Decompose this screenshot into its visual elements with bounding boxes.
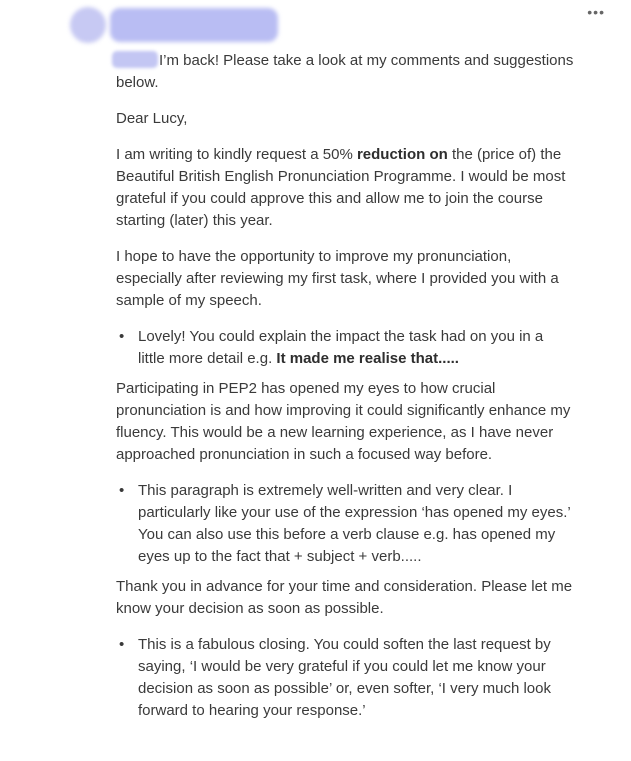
paragraph-thanks: Thank you in advance for your time and consideration. Please let me know your decision as soon as possible. — [116, 578, 573, 617]
paragraph-participating: Participating in PEP2 has opened my eyes to how crucial pronunciation is and how improving it could significantly enhance my fluency. This would be a new learning experience, as I have never approached pronunciation in such a focused way before. — [116, 380, 571, 463]
paragraph-request-text-b: the (price of) the Beautiful British English Pronunciation Programme. I would be most grateful if you could approve this and allow me to join the course starting (later) this year. — [116, 146, 566, 229]
comment-bold: It made me realise that..... — [276, 350, 459, 367]
paragraph-opportunity: I hope to have the opportunity to improve my pronunciation, especially after reviewing my first task, where I provided you with a sample of my speech. — [116, 248, 559, 309]
message-header — [64, 2, 324, 44]
comment-list-3 — [116, 634, 574, 722]
intro-text: I’m back! Please take a look at my comments and suggestions below. — [116, 52, 574, 91]
sender-name-redacted[interactable] — [110, 8, 278, 42]
comment-text: Lovely! You could explain the impact the task had on you in a little more detail e.g. — [138, 328, 544, 367]
comment-item — [116, 326, 574, 370]
more-options-icon[interactable]: ••• — [587, 4, 605, 20]
avatar[interactable] — [70, 7, 106, 43]
mention-redacted[interactable] — [112, 51, 158, 68]
comment-item: • This paragraph is extremely well-written and very clear. I particularly like your use of the expression ‘has opened my eyes.’ You can also use this before a verb clause e.g. has opened my eyes up to the fact that + subject + verb..... — [116, 480, 574, 568]
paragraph-request — [116, 144, 574, 232]
intro-paragraph — [116, 50, 574, 94]
comment-list-2 — [116, 480, 574, 568]
greeting: Dear Lucy, — [116, 110, 188, 127]
comment-list-1 — [116, 326, 574, 370]
message-body — [116, 50, 574, 730]
paragraph-request-text-a: I am writing to kindly request a 50% — [116, 146, 357, 163]
paragraph-request-bold: reduction on — [356, 146, 448, 163]
comment-item: • This is a fabulous closing. You could soften the last request by saying, ‘I would be very grateful if you could let me know your decision as soon as possible’ or, even softer, ‘I very much look forward to hearing your response.’ — [116, 634, 574, 722]
